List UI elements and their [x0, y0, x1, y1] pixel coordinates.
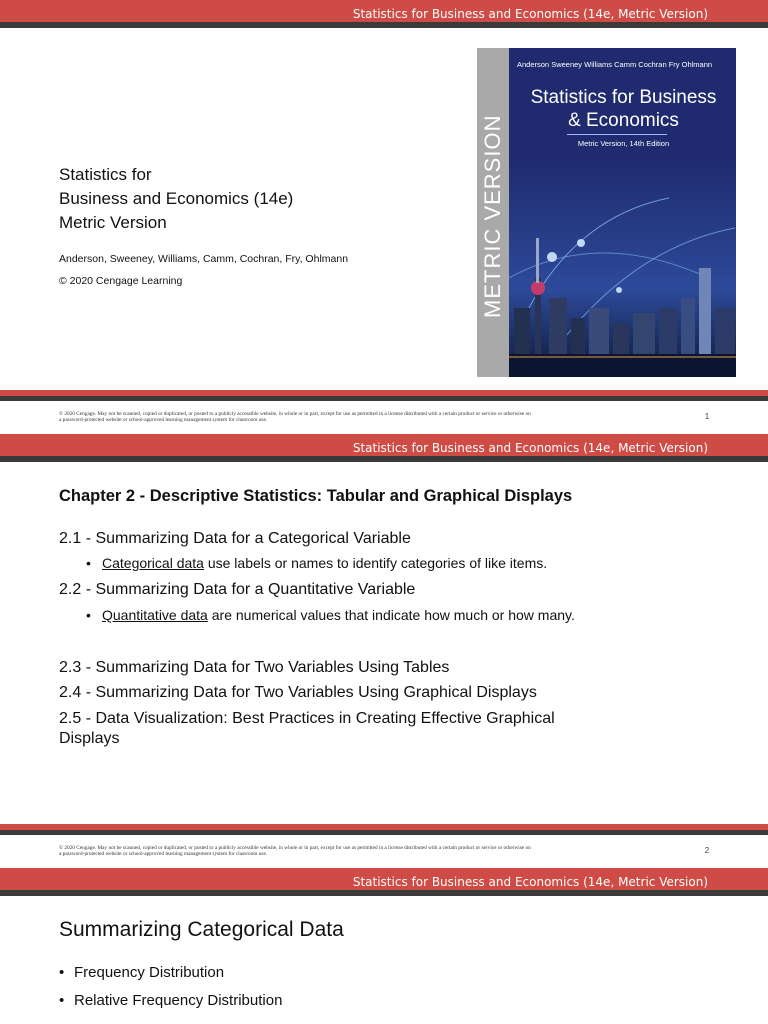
section-2-2-bullet: [86, 607, 575, 623]
term-categorical-data: Categorical data: [102, 555, 204, 571]
definition-text: are numerical values that indicate how much or how many.: [207, 607, 575, 623]
term-quantitative-data: Quantitative data: [102, 607, 208, 623]
cover-authors: Anderson Sweeney Williams Camm Cochran Fry Ohlmann: [517, 60, 713, 69]
slide-header-text: Statistics for Business and Economics (14e, Metric Version): [352, 875, 708, 889]
slide-1: [0, 0, 768, 434]
definition-text: use labels or names to identify categories of like items.: [203, 555, 548, 571]
cover-title-line: & Economics: [568, 110, 679, 131]
bullet: •: [59, 992, 65, 1009]
section-2-4: 2.4 - Summarizing Data for Two Variables Using Graphical Displays: [59, 684, 537, 701]
bullet-frequency-distribution: [59, 964, 224, 981]
copyright-notice: [59, 845, 659, 858]
bullet-text: Relative Frequency Distribution: [74, 992, 283, 1009]
copyright-line: © 2020 Cengage. May not be scanned, copied or duplicated, or posted to a publicly accessible website, in whole or in part, except for use as permitted in a license distributed with a certain product or service or otherwise on: [59, 845, 531, 851]
cover-edition: Metric Version, 14th Edition: [577, 139, 670, 148]
slide-header-bar: [0, 434, 768, 462]
slide-header-bar: [0, 0, 768, 28]
cover-spine-text: METRIC VERSION: [480, 114, 505, 318]
page-number: 2: [704, 846, 710, 855]
book-cover-image: [477, 48, 736, 377]
section-2-3: 2.3 - Summarizing Data for Two Variables Using Tables: [59, 659, 450, 676]
section-2-5-line: 2.5 - Data Visualization: Best Practices in Creating Effective Graphical: [59, 710, 555, 727]
slide-footer-bar: [0, 824, 768, 835]
slide-footer-bar: [0, 390, 768, 401]
slide-header-bar: [0, 868, 768, 896]
slide-title: Summarizing Categorical Data: [59, 918, 344, 941]
cover-city-skyline-image: [509, 158, 736, 377]
title-line: Metric Version: [59, 213, 167, 232]
section-2-1: 2.1 - Summarizing Data for a Categorical Variable: [59, 530, 411, 547]
page-number: 1: [704, 412, 710, 421]
cover-title-rule: [567, 134, 667, 135]
slide-header-text: Statistics for Business and Economics (14e, Metric Version): [352, 7, 708, 21]
bullet: •: [86, 555, 91, 571]
section-2-5: [59, 709, 555, 749]
copyright-line: a password-protected website or school-approved learning management system for classroom use.: [59, 851, 268, 858]
presentation-title: [59, 163, 293, 235]
bullet: •: [59, 964, 65, 981]
cover-title-line: Statistics for Business: [530, 87, 717, 108]
section-2-5-line: Displays: [59, 730, 120, 747]
copyright-line: © 2020 Cengage. May not be scanned, copied or duplicated, or posted to a publicly accessible website, in whole or in part, except for use as permitted in a license distributed with a certain product or service or otherwise on: [59, 411, 531, 417]
publisher-copyright: © 2020 Cengage Learning: [59, 275, 183, 287]
chapter-heading: Chapter 2 - Descriptive Statistics: Tabular and Graphical Displays: [59, 487, 573, 505]
section-2-1-bullet: [86, 555, 547, 571]
cover-title: [511, 86, 736, 132]
title-line: Statistics for: [59, 165, 152, 184]
bullet-text: Frequency Distribution: [74, 964, 225, 981]
section-2-2: 2.2 - Summarizing Data for a Quantitative Variable: [59, 581, 416, 598]
bullet-relative-frequency-distribution: [59, 992, 282, 1009]
title-line: Business and Economics (14e): [59, 189, 294, 208]
copyright-notice: [59, 411, 659, 424]
authors: Anderson, Sweeney, Williams, Camm, Cochran, Fry, Ohlmann: [59, 253, 349, 265]
copyright-line: a password-protected website or school-approved learning management system for classroom use.: [59, 417, 268, 424]
bullet: •: [86, 607, 91, 623]
slide-header-text: Statistics for Business and Economics (14e, Metric Version): [352, 441, 708, 455]
